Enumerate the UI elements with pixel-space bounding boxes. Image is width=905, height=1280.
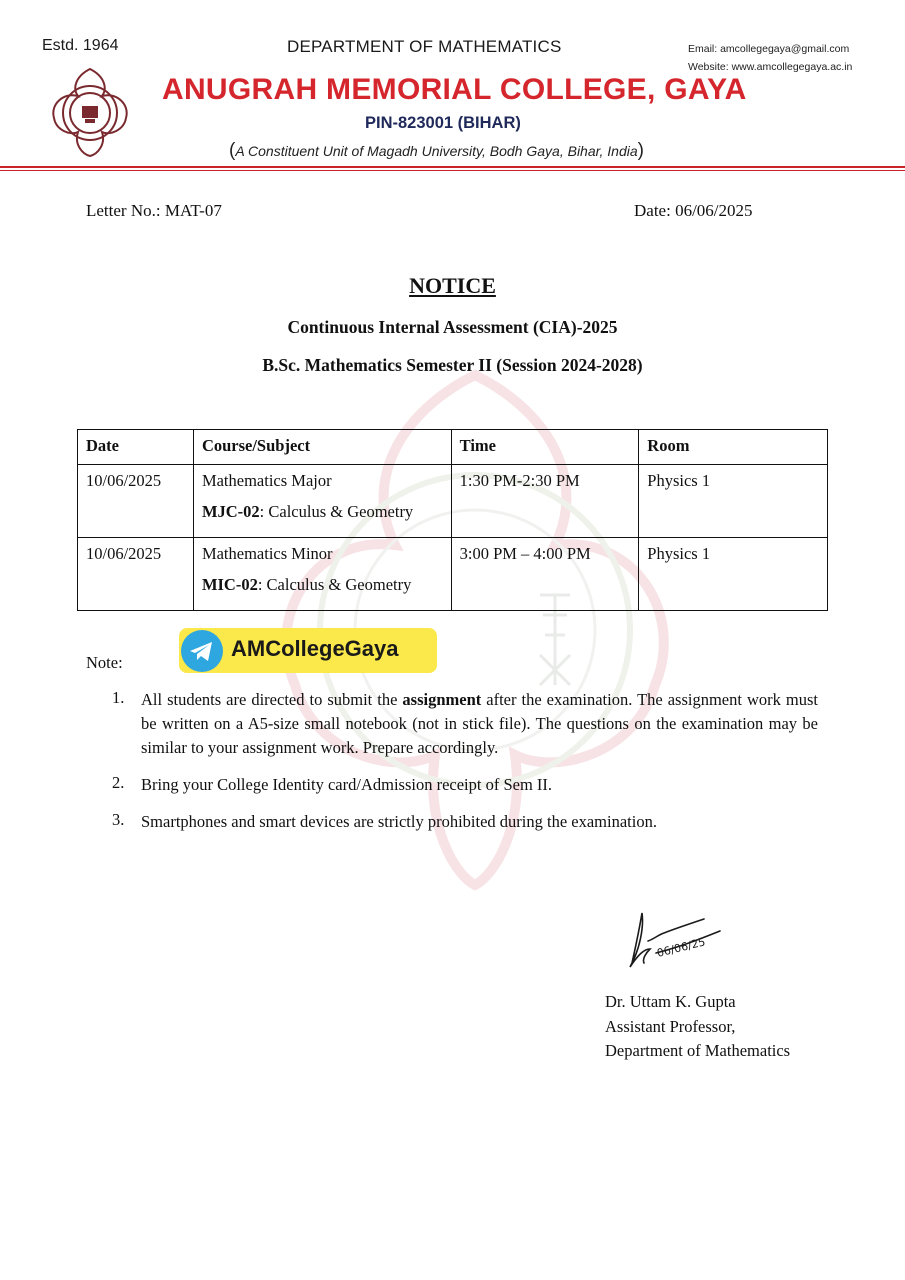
established-year: Estd. 1964	[42, 37, 119, 54]
course-paper	[202, 502, 443, 522]
college-seal-logo	[44, 66, 136, 158]
telegram-icon	[181, 630, 223, 672]
header-time: Time	[451, 430, 639, 465]
signatory-title: Assistant Professor,	[605, 1017, 736, 1036]
college-name: ANUGRAH MEMORIAL COLLEGE, GAYA	[162, 73, 747, 106]
constituent-text: A Constituent Unit of Magadh University, Bodh Gaya, Bihar, India	[235, 143, 638, 159]
notice-subtitle-assessment: Continuous Internal Assessment (CIA)-2025	[287, 317, 618, 337]
handwritten-signature	[620, 905, 730, 975]
constituent-line: (A Constituent Unit of Magadh University, Bodh Gaya, Bihar, India)	[229, 140, 644, 161]
contact-email: Email: amcollegegaya@gmail.com	[688, 43, 850, 55]
list-item	[141, 688, 818, 760]
header-course: Course/Subject	[193, 430, 451, 465]
department-header: DEPARTMENT OF MATHEMATICS	[287, 37, 562, 56]
notice-subtitle-programme: B.Sc. Mathematics Semester II (Session 2024-2028)	[262, 355, 643, 375]
cell-date: 10/06/2025	[78, 465, 194, 538]
signature-date: 06/06/25	[655, 935, 707, 960]
list-number: 2.	[112, 773, 125, 792]
course-title: : Calculus & Geometry	[257, 575, 412, 594]
list-number: 3.	[112, 810, 125, 829]
cell-room: Physics 1	[639, 465, 828, 538]
cell-date: 10/06/2025	[78, 538, 194, 611]
cell-room: Physics 1	[639, 538, 828, 611]
table-row	[78, 538, 828, 611]
note-text: after the examination. The assignment work must be written on a A5-size small notebook (not in stick file). The questions on the examination may be similar to your assignment work. Prepare accordingly.	[141, 690, 818, 757]
list-item: Smartphones and smart devices are strictly prohibited during the examination.	[141, 812, 657, 831]
course-code: MJC-02	[201, 502, 260, 521]
course-name: Mathematics Major	[201, 471, 332, 490]
header-date: Date	[78, 430, 194, 465]
table-row	[78, 465, 828, 538]
header-room: Room	[639, 430, 828, 465]
note-label: Note:	[86, 653, 123, 672]
list-item: Bring your College Identity card/Admission receipt of Sem II.	[141, 775, 553, 794]
signatory-department: Department of Mathematics	[605, 1041, 791, 1060]
course-paper	[202, 575, 443, 595]
course-code: MIC-02	[201, 575, 258, 594]
letter-number: Letter No.: MAT-07	[86, 201, 222, 220]
contact-website: Website: www.amcollegegaya.ac.in	[688, 61, 853, 73]
exam-schedule-table	[77, 429, 828, 611]
cell-time: 3:00 PM – 4:00 PM	[451, 538, 639, 611]
table-header-row	[78, 430, 828, 465]
note-bold-term: assignment	[402, 690, 482, 709]
pin-code: PIN-823001 (BIHAR)	[365, 114, 521, 132]
notice-title: NOTICE	[409, 273, 496, 298]
header-rule-bottom	[0, 170, 905, 171]
signatory-name: Dr. Uttam K. Gupta	[605, 992, 736, 1011]
cell-course	[193, 538, 451, 611]
course-title: : Calculus & Geometry	[259, 502, 414, 521]
note-text: All students are directed to submit the	[141, 690, 403, 709]
cell-time: 1:30 PM-2:30 PM	[451, 465, 639, 538]
cell-course	[193, 465, 451, 538]
header-rule-top	[0, 166, 905, 168]
letter-date: Date: 06/06/2025	[634, 201, 753, 220]
course-name: Mathematics Minor	[201, 544, 333, 563]
list-number: 1.	[112, 688, 125, 707]
telegram-channel-name[interactable]: AMCollegeGaya	[231, 636, 399, 661]
